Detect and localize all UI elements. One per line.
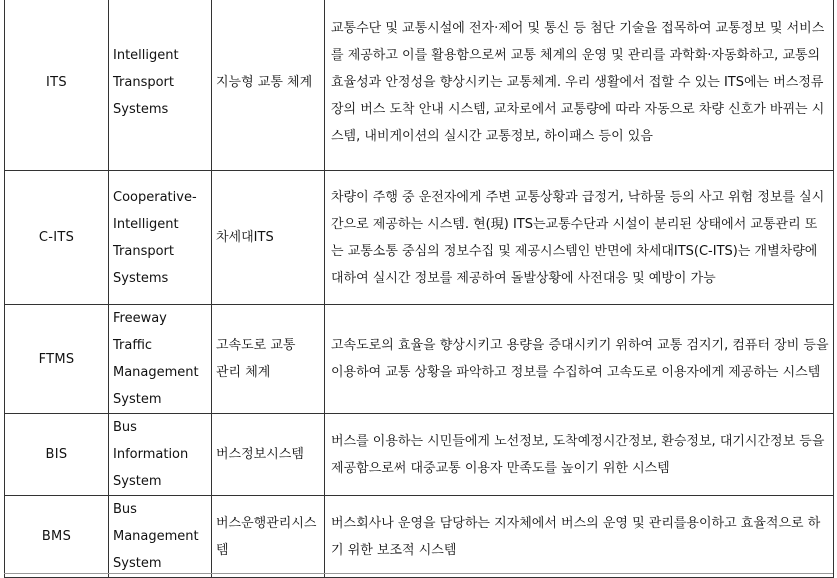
table-row — [5, 0, 834, 171]
english-name-cell: Bus Information System — [109, 414, 212, 496]
korean-name-cell: 버스정보시스템 — [212, 414, 325, 496]
table-row — [5, 496, 834, 578]
description-cell: 차량이 주행 중 운전자에게 주변 교통상황과 급정거, 낙하물 등의 사고 위험 정보를 실시간으로 제공하는 시스템. 현(現) ITS는교통수단과 시설이 분리된 상태에서 교통관리 또는 교통소통 중심의 정보수집 및 제공시스템인 반면에 차세대ITS(C-ITS)는 개별차량에 대하여 실시간 정보를 제공하여 돌발상황에 사전대응 및 예방이 가능 — [325, 171, 834, 305]
english-name-cell: Intelligent Transport Systems — [109, 0, 212, 171]
page-bottom-divider — [4, 573, 833, 574]
description-cell: 고속도로의 효율을 향상시키고 용량을 증대시키기 위하여 교통 검지기, 컴퓨터 장비 등을 이용하여 교통 상황을 파악하고 정보를 수집하여 고속도로 이용자에게 제공하는 시스템 — [325, 305, 834, 414]
english-name-cell: Cooperative-Intelligent Transport Systems — [109, 171, 212, 305]
description-cell: 버스회사나 운영을 담당하는 지자체에서 버스의 운영 및 관리를용이하고 효율적으로 하기 위한 보조적 시스템 — [325, 496, 834, 578]
table-row — [5, 414, 834, 496]
table-row — [5, 305, 834, 414]
its-terms-table — [4, 0, 834, 578]
abbreviation-cell: BIS — [5, 414, 109, 496]
korean-name-cell: 고속도로 교통 관리 체계 — [212, 305, 325, 414]
abbreviation-cell: BMS — [5, 496, 109, 578]
abbreviation-cell: C-ITS — [5, 171, 109, 305]
korean-name-cell: 버스운행관리시스템 — [212, 496, 325, 578]
korean-name-cell: 차세대ITS — [212, 171, 325, 305]
english-name-cell: Bus Management System — [109, 496, 212, 578]
abbreviation-cell: FTMS — [5, 305, 109, 414]
abbreviation-cell: ITS — [5, 0, 109, 171]
description-cell: 버스를 이용하는 시민들에게 노선정보, 도착예정시간정보, 환승정보, 대기시간정보 등을 제공함으로써 대중교통 이용자 만족도를 높이기 위한 시스템 — [325, 414, 834, 496]
description-cell: 교통수단 및 교통시설에 전자·제어 및 통신 등 첨단 기술을 접목하여 교통정보 및 서비스를 제공하고 이를 활용함으로써 교통 체계의 운영 및 관리를 과학화·자동화하고, 교통의 효율성과 안정성을 향상시키는 교통체계. 우리 생활에서 접할 수 있는 ITS에는 버스정류장의 버스 도착 안내 시스템, 교차로에서 교통량에 따라 자동으로 차량 신호가 바뀌는 시스템, 내비게이션의 실시간 교통정보, 하이패스 등이 있음 — [325, 0, 834, 171]
english-name-cell: Freeway Traffic Management System — [109, 305, 212, 414]
korean-name-cell: 지능형 교통 체계 — [212, 0, 325, 171]
table-row — [5, 171, 834, 305]
